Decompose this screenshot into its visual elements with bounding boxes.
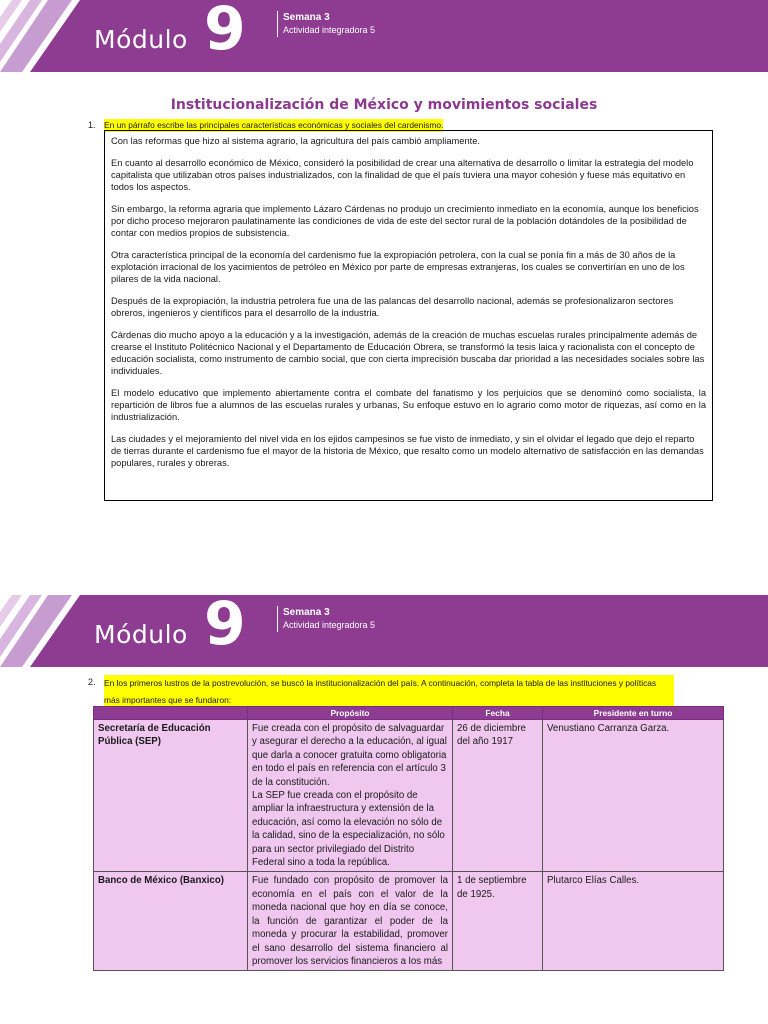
institution-name: Secretaría de Educación Pública (SEP) [94, 720, 248, 872]
header-purpose: Propósito [248, 707, 453, 720]
institution-president: Venustiano Carranza Garza. [543, 720, 724, 872]
question-1-prompt: En un párrafo escribe las principales características económicas y sociales del cardenismo. [104, 120, 444, 130]
essay-paragraph: Las ciudades y el mejoramiento del nivel vida en los ejidos campesinos se fue visto de inmediato, y sin el olvidar el legado que dejo el reparto de tierras durante el cardenismo fue el mayor de la historia de México, que resalto como un modelo alternativo de satisfacción en las demandas populares, rurales y obreras. [111, 434, 704, 468]
essay-paragraph: Otra característica principal de la economía del cardenismo fue la expropiación petrolera, con la cual se ponía fin a más de 30 años de la explotación irracional de los yacimientos de petróleo en México por parte de empresas extranjeras, los cuales se convertirían en uno de los pilares de la vida nacional. [111, 250, 685, 284]
activity-label: Actividad integradora 5 [283, 25, 376, 35]
essay-answer-box [104, 130, 713, 501]
module-number: 9 [204, 589, 246, 659]
module-banner-page-2 [0, 589, 768, 667]
question-2-prompt: En los primeros lustros de la postrevolución, se buscó la institucionalización del país. A continuación, completa la tabla de las instituciones y políticas más importantes que se fundaron: [104, 675, 674, 709]
institution-date: 1 de septiembre de 1925. [453, 872, 543, 971]
header-institution [94, 707, 248, 720]
institution-date: 26 de diciembre del año 1917 [453, 720, 543, 872]
module-label: Módulo [94, 620, 188, 649]
institution-purpose: Fue creada con el propósito de salvaguardar y asegurar el derecho a la educación, al igual que darla a conocer gratuita como obligatoria en todo el país en referencia con el artículo 3 de la constitución. La SEP fue creada con el propósito de ampliar la infraestructura y extensión de la educación, así como la elevación no sólo de la calidad, sino de la especialización, no sólo para un sector privilegiado del Distrito Federal sino a toda la república. [248, 720, 453, 872]
essay-paragraph: Sin embargo, la reforma agraria que implemento Lázaro Cárdenas no produjo un crecimiento inmediato en la economía, aunque los beneficios por dicho proceso mejoraron paulatinamente las condiciones de vida de este del sector rural de la población dotándoles de la posibilidad de contar con medios propios de subsistencia. [111, 204, 699, 238]
document-title: Institucionalización de México y movimientos sociales [170, 97, 598, 113]
institution-purpose: Fue fundado con propósito de promover la economía en el país con el valor de la moneda nacional que hoy en día se conoce, la función de garantizar el poder de la moneda y procurar la estabilidad, promover el sano desarrollo del sistema financiero al promover los servicios financieros a los más [248, 872, 453, 971]
week-info [277, 606, 375, 632]
essay-paragraph: Después de la expropiación, la industria petrolera fue una de las palancas del desarrollo nacional, además se profesionalizaron sectores obreros, ingenieros y científicos para el desarrollo de la industria. [111, 296, 674, 318]
header-president: Presidente en turno [543, 707, 724, 720]
table-row [94, 720, 724, 872]
question-1-number: 1. [88, 120, 96, 130]
week-label: Semana 3 [283, 607, 330, 618]
table-header-row [94, 707, 724, 720]
week-info [277, 11, 375, 37]
essay-paragraph: El modelo educativo que implemento abiertamente contra el combate del fanatismo y los perjuicios que se denominó como socialista, la repartición de libros fue a alumnos de las escuelas rurales y urbanas, Su enfoque estuvo en lo agrario como motor de riquezas, así como en la industrialización. [111, 388, 706, 422]
module-label: Módulo [94, 25, 188, 54]
module-banner [0, 0, 768, 72]
essay-paragraph: Cárdenas dio mucho apoyo a la educación y a la investigación, además de la creación de muchas escuelas rurales principalmente además de crearse el Instituto Politécnico Nacional y el Departamento de Educación Obrera, se transformó la tesis laica y racionalista con el concepto de educación socialista, como instrumento de cambio social, que con cierta imprecisión buscaba dar prioridad a las necesidades sociales sobre las individuales. [111, 330, 705, 376]
header-date: Fecha [453, 707, 543, 720]
question-2-number: 2. [88, 677, 96, 687]
activity-label: Actividad integradora 5 [283, 620, 376, 630]
institution-president: Plutarco Elías Calles. [543, 872, 724, 971]
module-number: 9 [204, 0, 246, 64]
week-label: Semana 3 [283, 12, 330, 23]
essay-paragraph: Con las reformas que hizo al sistema agrario, la agricultura del país cambió ampliamente. [111, 136, 480, 146]
institution-name: Banco de México (Banxico) [94, 872, 248, 971]
table-row [94, 872, 724, 971]
essay-paragraph: En cuanto al desarrollo económico de México, consideró la posibilidad de crear una alternativa de desarrollo o limitar la estrategia del modelo capitalista que utilizaban otros países industrializados, con la finalidad de que el país tuviera una mayor cohesión y fuese más equitativo en todos los aspectos. [111, 158, 694, 192]
institutions-table [93, 706, 724, 971]
